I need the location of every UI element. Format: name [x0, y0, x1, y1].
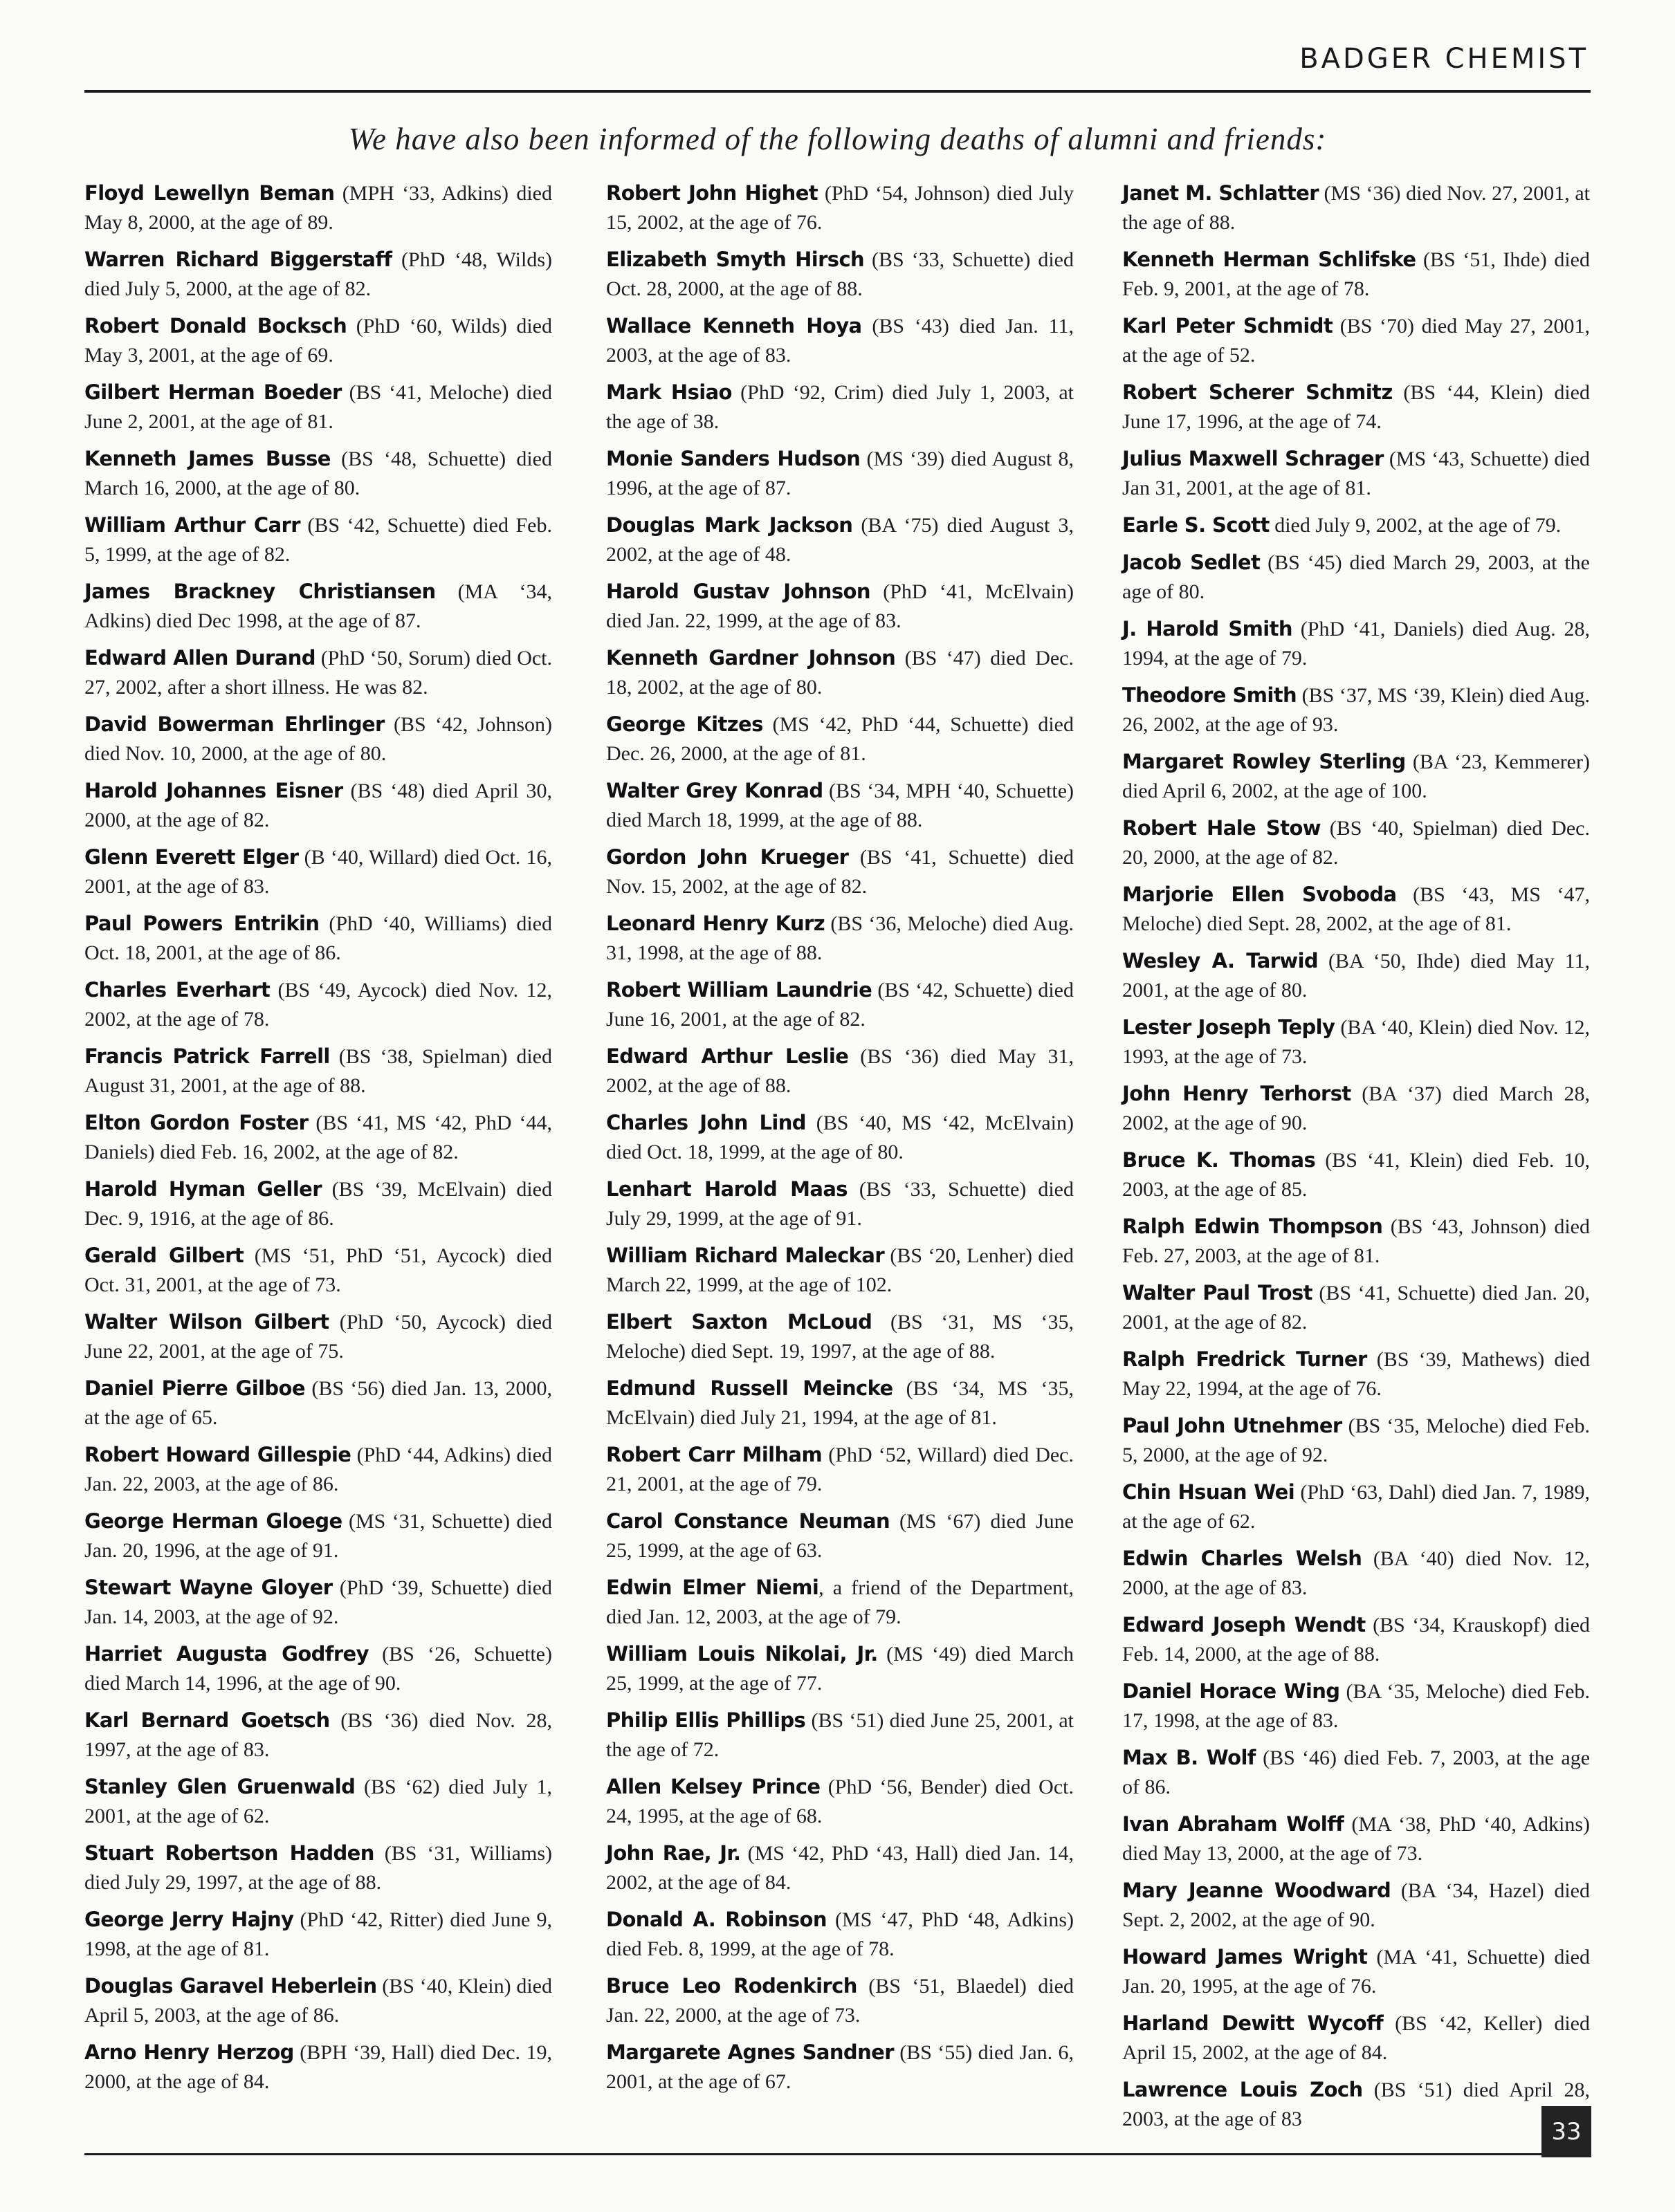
obituary-details: (BS ‘34, MPH ‘40, Schuette) died March 18, 1999, at the age of 88.	[606, 780, 1074, 831]
obituary-details: (BS ‘34, Krauskopf) died Feb. 14, 2000, at the age of 88.	[1122, 1614, 1590, 1666]
obituary-entry	[1122, 1212, 1590, 1271]
obituary-name: William Arthur Carr	[84, 513, 300, 537]
obituary-entry	[1122, 1013, 1590, 1071]
obituary-name: Elton Gordon Foster	[84, 1111, 309, 1134]
obituary-name: Karl Bernard Goetsch	[84, 1708, 330, 1732]
obituary-name: Mary Jeanne Woodward	[1122, 1879, 1391, 1902]
obituary-details: (BA ‘40, Klein) died Nov. 12, 1993, at the age of 73.	[1122, 1016, 1590, 1068]
obituary-details: (BS ‘51, Blaedel) died Jan. 22, 2000, at the age of 73.	[606, 1975, 1074, 2027]
obituary-details: (BS ‘51) died June 25, 2001, at the age of 72.	[606, 1709, 1074, 1761]
obituary-details: (BS ‘40, MS ‘42, McElvain) died Oct. 18, 1999, at the age of 80.	[606, 1112, 1074, 1163]
obituary-entry	[1122, 1079, 1590, 1138]
obituary-entry	[84, 577, 552, 636]
obituary-name: Edward Allen Durand	[84, 646, 315, 670]
obituary-details: (BS ‘40, Spielman) died Dec. 20, 2000, at the age of 82.	[1122, 817, 1590, 869]
obituary-details: (BA ‘34, Hazel) died Sept. 2, 2002, at the age of 90.	[1122, 1879, 1590, 1931]
obituary-entry	[1122, 747, 1590, 806]
obituary-details: (BS ‘39, Mathews) died May 22, 1994, at the age of 76.	[1122, 1348, 1590, 1400]
obituary-name: Margarete Agnes Sandner	[606, 2040, 894, 2064]
obituary-entry	[84, 1042, 552, 1100]
obituary-details: (BA ‘50, Ihde) died May 11, 2001, at the age of 80.	[1122, 950, 1590, 1002]
obituary-details: (MS ‘67) died June 25, 1999, at the age of 63.	[606, 1510, 1074, 1562]
obituary-details: (BS ‘43, MS ‘47, Meloche) died Sept. 28, 2002, at the age of 81.	[1122, 883, 1590, 935]
obituary-entry	[1122, 444, 1590, 503]
obituary-entry	[84, 1905, 552, 1964]
obituary-entry	[84, 1440, 552, 1499]
obituary-details: (BS ‘56) died Jan. 13, 2000, at the age of 65.	[84, 1377, 552, 1429]
obituary-details: (BS ‘35, Meloche) died Feb. 5, 2000, at the age of 92.	[1122, 1414, 1590, 1466]
obituary-details: (BS ‘36, Meloche) died Aug. 31, 1998, at the age of 88.	[606, 912, 1074, 964]
obituary-name: Lawrence Louis Zoch	[1122, 2078, 1363, 2101]
obituary-entry	[606, 1374, 1074, 1432]
obituary-entry	[84, 1639, 552, 1698]
obituary-details: died July 9, 2002, at the age of 79.	[1269, 514, 1562, 537]
obituary-name: Harriet Augusta Godfrey	[84, 1642, 369, 1666]
obituary-name: George Jerry Hajny	[84, 1908, 294, 1931]
obituary-details: (MS ‘43, Schuette) died Jan 31, 2001, at the age of 81.	[1122, 448, 1590, 499]
obituary-details: (BS ‘33, Schuette) died July 29, 1999, at the age of 91.	[606, 1178, 1074, 1230]
obituary-name: Julius Maxwell Schrager	[1122, 447, 1384, 470]
obituary-entry	[606, 378, 1074, 436]
obituary-entry	[606, 245, 1074, 304]
obituary-name: Harold Hyman Geller	[84, 1177, 322, 1201]
obituary-entry	[1122, 1345, 1590, 1403]
obituary-details: (PhD ‘42, Ritter) died June 9, 1998, at the age of 81.	[84, 1908, 553, 1960]
obituary-name: Karl Peter Schmidt	[1122, 314, 1333, 338]
obituary-name: Wallace Kenneth Hoya	[606, 314, 862, 338]
obituary-details: (BS ‘41, Meloche) died June 2, 2001, at the age of 81.	[84, 381, 552, 433]
obituary-entry	[84, 710, 552, 768]
obituary-entry	[84, 245, 552, 304]
obituary-name: Lester Joseph Teply	[1122, 1015, 1335, 1039]
obituary-details: (BS ‘41, Schuette) died Nov. 15, 2002, at the age of 82.	[606, 846, 1074, 898]
obituary-details: (BS ‘41, MS ‘42, PhD ‘44, Daniels) died Feb. 16, 2002, at the age of 82.	[84, 1112, 553, 1163]
obituary-details: (BS ‘31, Williams) died July 29, 1997, at the age of 88.	[84, 1842, 552, 1894]
obituary-details: (BA ‘23, Kemmerer) died April 6, 2002, at the age of 100.	[1122, 750, 1590, 802]
obituary-name: Kenneth Gardner Johnson	[606, 646, 896, 670]
obituary-entry	[606, 577, 1074, 636]
obituary-name: Monie Sanders Hudson	[606, 447, 861, 470]
obituary-entry	[84, 444, 552, 503]
obituary-entry	[606, 1706, 1074, 1764]
obituary-details: (BS ‘42, Schuette) died Feb. 5, 1999, at the age of 82.	[84, 514, 552, 566]
obituary-entry	[84, 1174, 552, 1233]
footer-rule	[84, 2153, 1541, 2155]
obituary-name: Wesley A. Tarwid	[1122, 949, 1319, 973]
obituary-name: Kenneth Herman Schlifske	[1122, 248, 1416, 271]
obituary-details: (PhD ‘39, Schuette) died Jan. 14, 2003, at the age of 92.	[84, 1576, 552, 1628]
obituary-details: (BS ‘45) died March 29, 2003, at the age of 80.	[1122, 551, 1590, 603]
obituary-entry	[1122, 1544, 1590, 1603]
obituary-name: Margaret Rowley Sterling	[1122, 750, 1406, 773]
obituary-details: (MPH ‘33, Adkins) died May 8, 2000, at the age of 89.	[84, 182, 552, 234]
obituary-details: (BA ‘35, Meloche) died Feb. 17, 1998, at the age of 83.	[1122, 1680, 1590, 1732]
obituary-details: (MA ‘41, Schuette) died Jan. 20, 1995, at the age of 76.	[1122, 1946, 1590, 1998]
obituary-name: Francis Patrick Farrell	[84, 1044, 330, 1068]
obituary-details: (BS ‘40, Klein) died April 5, 2003, at the age of 86.	[84, 1975, 552, 2027]
obituary-name: George Kitzes	[606, 712, 763, 736]
obituary-entry	[1122, 614, 1590, 673]
obituary-entry	[1122, 311, 1590, 370]
obituary-name: Allen Kelsey Prince	[606, 1775, 821, 1798]
obituary-entry	[1122, 178, 1590, 237]
obituary-details: (BS ‘34, MS ‘35, McElvain) died July 21, 1994, at the age of 81.	[606, 1377, 1074, 1429]
obituary-details: (MA ‘34, Adkins) died Dec 1998, at the age of 87.	[84, 580, 552, 632]
obituary-entry	[84, 909, 552, 968]
obituary-name: Bruce K. Thomas	[1122, 1148, 1316, 1172]
obituary-entry	[606, 643, 1074, 702]
obituary-name: Charles John Lind	[606, 1111, 806, 1134]
obituary-entry	[1122, 1876, 1590, 1935]
obituary-details: (BS ‘20, Lenher) died March 22, 1999, at the age of 102.	[606, 1244, 1074, 1296]
obituary-details: (PhD ‘41, McElvain) died Jan. 22, 1999, at the age of 83.	[606, 580, 1074, 632]
obituary-entry	[84, 1971, 552, 2030]
obituary-name: Donald A. Robinson	[606, 1908, 827, 1931]
obituary-name: Mark Hsiao	[606, 380, 732, 404]
obituary-name: Walter Grey Konrad	[606, 779, 823, 802]
obituary-name: Howard James Wright	[1122, 1945, 1368, 1969]
obituary-name: Ivan Abraham Wolff	[1122, 1812, 1344, 1836]
obituary-name: Robert Hale Stow	[1122, 816, 1321, 840]
obituary-details: (MS ‘51, PhD ‘51, Aycock) died Oct. 31, 2001, at the age of 73.	[84, 1244, 552, 1296]
obituary-entry	[606, 1042, 1074, 1100]
obituary-details: (BS ‘43) died Jan. 11, 2003, at the age of 83.	[606, 315, 1074, 367]
obituary-details: (PhD ‘60, Wilds) died May 3, 2001, at the age of 69.	[84, 315, 552, 367]
obituary-name: Lenhart Harold Maas	[606, 1177, 848, 1201]
obituary-details: (BS ‘38, Spielman) died August 31, 2001, at the age of 88.	[84, 1045, 552, 1097]
obituary-name: Edward Arthur Leslie	[606, 1044, 849, 1068]
obituary-entry	[84, 178, 552, 237]
obituary-entry	[1122, 1942, 1590, 2001]
obituary-details: (BS ‘37, MS ‘39, Klein) died Aug. 26, 2002, at the age of 93.	[1122, 684, 1590, 736]
obituary-entry	[606, 444, 1074, 503]
obituary-details: (BS ‘36) died Nov. 28, 1997, at the age of 83.	[84, 1709, 552, 1761]
obituary-details: (PhD ‘63, Dahl) died Jan. 7, 1989, at the age of 62.	[1122, 1481, 1590, 1533]
obituary-entry	[606, 1174, 1074, 1233]
obituary-name: Stewart Wayne Gloyer	[84, 1576, 333, 1599]
obituary-entry	[84, 1772, 552, 1831]
obituary-name: Robert Donald Bocksch	[84, 314, 347, 338]
obituary-name: Stanley Glen Gruenwald	[84, 1775, 356, 1798]
obituary-name: Marjorie Ellen Svoboda	[1122, 883, 1397, 906]
obituary-entry	[606, 776, 1074, 835]
obituary-name: Stuart Robertson Hadden	[84, 1841, 374, 1865]
obituary-entry	[1122, 681, 1590, 739]
obituary-name: Chin Hsuan Wei	[1122, 1480, 1295, 1504]
column-2	[606, 178, 1074, 2104]
obituary-details: (BS ‘49, Aycock) died Nov. 12, 2002, at the age of 78.	[84, 979, 552, 1031]
obituary-details: (BS ‘43, Johnson) died Feb. 27, 2003, at the age of 81.	[1122, 1215, 1590, 1267]
obituary-name: Earle S. Scott	[1122, 513, 1270, 537]
obituary-name: Edwin Elmer Niemi	[606, 1576, 819, 1599]
obituary-entry	[606, 510, 1074, 569]
obituary-details: (MS ‘42, PhD ‘43, Hall) died Jan. 14, 2002, at the age of 84.	[606, 1842, 1074, 1894]
header-title: BADGER CHEMIST	[1299, 43, 1589, 75]
obituary-name: Harold Johannes Eisner	[84, 779, 343, 802]
obituary-entry	[84, 311, 552, 370]
obituary-entry	[606, 975, 1074, 1034]
obituary-entry	[606, 710, 1074, 768]
obituary-details: (MS ‘36) died Nov. 27, 2001, at the age of 88.	[1122, 182, 1590, 234]
obituary-entry	[1122, 2075, 1590, 2134]
obituary-name: Max B. Wolf	[1122, 1746, 1256, 1769]
obituary-name: Kenneth James Busse	[84, 447, 331, 470]
obituary-entry	[1122, 1145, 1590, 1204]
obituary-name: Paul Powers Entrikin	[84, 912, 320, 935]
obituary-details: (BS ‘42, Schuette) died June 16, 2001, at the age of 82.	[606, 979, 1074, 1031]
obituary-details: (BS ‘42, Johnson) died Nov. 10, 2000, at the age of 80.	[84, 713, 553, 765]
obituary-details: (BS ‘70) died May 27, 2001, at the age of 52.	[1122, 315, 1590, 367]
obituary-name: Floyd Lewellyn Beman	[84, 181, 335, 205]
obituary-entry	[84, 1374, 552, 1432]
obituary-details: (BS ‘33, Schuette) died Oct. 28, 2000, at the age of 88.	[606, 248, 1074, 300]
obituary-entry	[84, 1573, 552, 1632]
obituary-name: J. Harold Smith	[1122, 617, 1292, 640]
obituary-entry	[606, 311, 1074, 370]
obituary-name: Gordon John Krueger	[606, 845, 849, 869]
obituary-entry	[606, 1971, 1074, 2030]
obituary-details: (BA ‘75) died August 3, 2002, at the age of 48.	[606, 514, 1074, 566]
obituary-entry	[84, 378, 552, 436]
obituary-entry	[1122, 1809, 1590, 1868]
header-rule	[84, 90, 1591, 93]
obituary-name: Gilbert Herman Boeder	[84, 380, 342, 404]
obituary-entry	[84, 2038, 552, 2096]
obituary-details: (MS ‘39) died August 8, 1996, at the age of 87.	[606, 448, 1074, 499]
obituary-name: James Brackney Christiansen	[84, 580, 436, 603]
obituary-entry	[606, 1772, 1074, 1831]
column-3	[1122, 178, 1590, 2141]
obituary-name: Carol Constance Neuman	[606, 1509, 890, 1533]
obituary-name: Robert William Laundrie	[606, 978, 872, 1002]
obituary-name: Gerald Gilbert	[84, 1244, 244, 1267]
obituary-entry	[84, 1706, 552, 1764]
obituary-name: Daniel Pierre Gilboe	[84, 1376, 305, 1400]
obituary-details: (PhD ‘40, Williams) died Oct. 18, 2001, at the age of 86.	[84, 912, 552, 964]
obituary-details: (BS ‘51, Ihde) died Feb. 9, 2001, at the age of 78.	[1122, 248, 1590, 300]
obituary-entry	[84, 1506, 552, 1565]
obituary-name: Douglas Mark Jackson	[606, 513, 853, 537]
obituary-name: Robert Carr Milham	[606, 1443, 823, 1466]
obituary-details: (BA ‘37) died March 28, 2002, at the age of 90.	[1122, 1082, 1591, 1134]
obituary-name: Warren Richard Biggerstaff	[84, 248, 392, 271]
intro-heading: We have also been informed of the following deaths of alumni and friends:	[348, 122, 1327, 156]
obituary-entry	[606, 1307, 1074, 1366]
obituary-name: Charles Everhart	[84, 978, 271, 1002]
obituary-entry	[606, 178, 1074, 237]
obituary-name: Ralph Fredrick Turner	[1122, 1347, 1367, 1371]
obituary-details: (BS ‘36) died May 31, 2002, at the age of 88.	[606, 1045, 1074, 1097]
obituary-entry	[84, 1108, 552, 1167]
obituary-details: (BS ‘41, Schuette) died Jan. 20, 2001, at the age of 82.	[1122, 1282, 1590, 1334]
obituary-entry	[84, 510, 552, 569]
obituary-details: (BS ‘55) died Jan. 6, 2001, at the age of 67.	[606, 2041, 1074, 2093]
obituary-name: William Louis Nikolai, Jr.	[606, 1642, 878, 1666]
column-1	[84, 178, 552, 2104]
obituary-name: Arno Henry Herzog	[84, 2040, 294, 2064]
obituary-details: (BS ‘41, Klein) died Feb. 10, 2003, at the age of 85.	[1122, 1149, 1590, 1201]
obituary-name: Edward Joseph Wendt	[1122, 1613, 1366, 1637]
obituary-details: (BS ‘26, Schuette) died March 14, 1996, at the age of 90.	[84, 1643, 552, 1695]
obituary-entry	[606, 909, 1074, 968]
obituary-entry	[606, 1108, 1074, 1167]
obituary-entry	[1122, 548, 1590, 607]
obituary-entry	[1122, 510, 1590, 540]
page-number: 33	[1541, 2106, 1591, 2157]
obituary-details: (PhD ‘54, Johnson) died July 15, 2002, at the age of 76.	[606, 182, 1074, 234]
obituary-name: Harland Dewitt Wycoff	[1122, 2011, 1384, 2035]
obituary-name: Robert Howard Gillespie	[84, 1443, 351, 1466]
obituary-name: Walter Wilson Gilbert	[84, 1310, 329, 1334]
obituary-details: (B ‘40, Willard) died Oct. 16, 2001, at the age of 83.	[84, 846, 552, 898]
obituary-entry	[606, 1506, 1074, 1565]
obituary-details: (BS ‘48, Schuette) died March 16, 2000, at the age of 80.	[84, 448, 552, 499]
obituary-details: (PhD ‘52, Willard) died Dec. 21, 2001, at the age of 79.	[606, 1444, 1074, 1495]
obituary-entry	[1122, 946, 1590, 1005]
obituary-entry	[1122, 378, 1590, 436]
obituary-name: Jacob Sedlet	[1122, 551, 1261, 574]
obituary-name: Robert John Highet	[606, 181, 818, 205]
obituary-name: Janet M. Schlatter	[1122, 181, 1319, 205]
obituary-details: (BPH ‘39, Hall) died Dec. 19, 2000, at the age of 84.	[84, 2041, 552, 2093]
obituary-entry	[1122, 1477, 1590, 1536]
obituary-name: Leonard Henry Kurz	[606, 912, 825, 935]
obituary-details: (PhD ‘48, Wilds) died July 5, 2000, at the age of 82.	[84, 248, 552, 300]
obituary-entry	[606, 1573, 1074, 1632]
obituary-entry	[1122, 1411, 1590, 1470]
obituary-name: Daniel Horace Wing	[1122, 1679, 1340, 1703]
obituary-entry	[84, 643, 552, 702]
obituary-entry	[1122, 1610, 1590, 1669]
obituary-entry	[84, 842, 552, 901]
obituary-name: Philip Ellis Phillips	[606, 1708, 806, 1732]
obituary-name: Edwin Charles Welsh	[1122, 1547, 1362, 1570]
obituary-name: Bruce Leo Rodenkirch	[606, 1974, 857, 1998]
obituary-entry	[1122, 245, 1590, 304]
obituary-entry	[84, 1838, 552, 1897]
obituary-name: Robert Scherer Schmitz	[1122, 380, 1393, 404]
obituary-name: Glenn Everett Elger	[84, 845, 299, 869]
obituary-details: (PhD ‘92, Crim) died July 1, 2003, at the age of 38.	[606, 381, 1074, 433]
obituary-details: (BA ‘40) died Nov. 12, 2000, at the age of 83.	[1122, 1547, 1591, 1599]
obituary-entry	[1122, 1677, 1590, 1735]
obituary-entry	[1122, 813, 1590, 872]
obituary-name: Elizabeth Smyth Hirsch	[606, 248, 865, 271]
obituary-details: (BS ‘62) died July 1, 2001, at the age of 62.	[84, 1776, 552, 1827]
obituary-entry	[606, 1838, 1074, 1897]
obituary-details: (MA ‘38, PhD ‘40, Adkins) died May 13, 2000, at the age of 73.	[1122, 1813, 1591, 1865]
obituary-name: Harold Gustav Johnson	[606, 580, 870, 603]
obituary-name: John Rae, Jr.	[606, 1841, 741, 1865]
obituary-details: (MS ‘42, PhD ‘44, Schuette) died Dec. 26, 2000, at the age of 81.	[606, 713, 1074, 765]
obituary-details: (BS ‘39, McElvain) died Dec. 9, 1916, at the age of 86.	[84, 1178, 552, 1230]
obituary-name: Paul John Utnehmer	[1122, 1414, 1342, 1437]
obituary-details: (PhD ‘56, Bender) died Oct. 24, 1995, at the age of 68.	[606, 1776, 1074, 1827]
obituary-entry	[1122, 2009, 1590, 2067]
obituary-name: Walter Paul Trost	[1122, 1281, 1312, 1305]
obituary-details: (BS ‘51) died April 28, 2003, at the age of 83	[1122, 2079, 1590, 2130]
obituary-entry	[1122, 1278, 1590, 1337]
obituary-entry	[606, 1440, 1074, 1499]
obituary-entry	[606, 842, 1074, 901]
obituary-entry	[1122, 1743, 1590, 1802]
obituary-name: Ralph Edwin Thompson	[1122, 1215, 1383, 1238]
obituary-details: (PhD ‘41, Daniels) died Aug. 28, 1994, at the age of 79.	[1122, 618, 1590, 670]
obituary-details: (PhD ‘50, Aycock) died June 22, 2001, at the age of 75.	[84, 1311, 552, 1363]
obituary-entry	[606, 1639, 1074, 1698]
obituary-entry	[606, 2038, 1074, 2096]
obituary-name: David Bowerman Ehrlinger	[84, 712, 385, 736]
obituary-details: (MS ‘49) died March 25, 1999, at the age of 77.	[606, 1643, 1074, 1695]
obituary-name: Theodore Smith	[1122, 683, 1297, 707]
obituary-details: (MS ‘31, Schuette) died Jan. 20, 1996, at the age of 91.	[84, 1510, 552, 1562]
obituary-details: (PhD ‘50, Sorum) died Oct. 27, 2002, after a short illness. He was 82.	[84, 647, 553, 699]
obituary-details: (MS ‘47, PhD ‘48, Adkins) died Feb. 8, 1999, at the age of 78.	[606, 1908, 1074, 1960]
obituary-entry	[84, 1307, 552, 1366]
obituary-details: (BS ‘44, Klein) died June 17, 1996, at the age of 74.	[1122, 381, 1590, 433]
obituary-entry	[606, 1241, 1074, 1300]
obituary-entry	[84, 776, 552, 835]
obituary-details: (BS ‘31, MS ‘35, Meloche) died Sept. 19, 1997, at the age of 88.	[606, 1311, 1074, 1363]
obituary-entry	[606, 1905, 1074, 1964]
obituary-details: (PhD ‘44, Adkins) died Jan. 22, 2003, at the age of 86.	[84, 1444, 552, 1495]
obituary-entry	[1122, 880, 1590, 939]
obituary-entry	[84, 975, 552, 1034]
obituary-details: (BS ‘47) died Dec. 18, 2002, at the age of 80.	[606, 647, 1074, 699]
obituary-name: George Herman Gloege	[84, 1509, 342, 1533]
obituary-name: Douglas Garavel Heberlein	[84, 1974, 377, 1998]
obituary-name: William Richard Maleckar	[606, 1244, 885, 1267]
obituary-details: (BS ‘46) died Feb. 7, 2003, at the age of 86.	[1122, 1746, 1591, 1798]
obituary-details: , a friend of the Department, died Jan. 12, 2003, at the age of 79.	[606, 1576, 1074, 1628]
obituary-name: Elbert Saxton McLoud	[606, 1310, 872, 1334]
obituary-details: (BS ‘42, Keller) died April 15, 2002, at the age of 84.	[1122, 2012, 1590, 2064]
obituary-name: John Henry Terhorst	[1122, 1082, 1351, 1105]
obituary-name: Edmund Russell Meincke	[606, 1376, 893, 1400]
obituary-entry	[84, 1241, 552, 1300]
obituary-details: (BS ‘48) died April 30, 2000, at the age of 82.	[84, 780, 552, 831]
